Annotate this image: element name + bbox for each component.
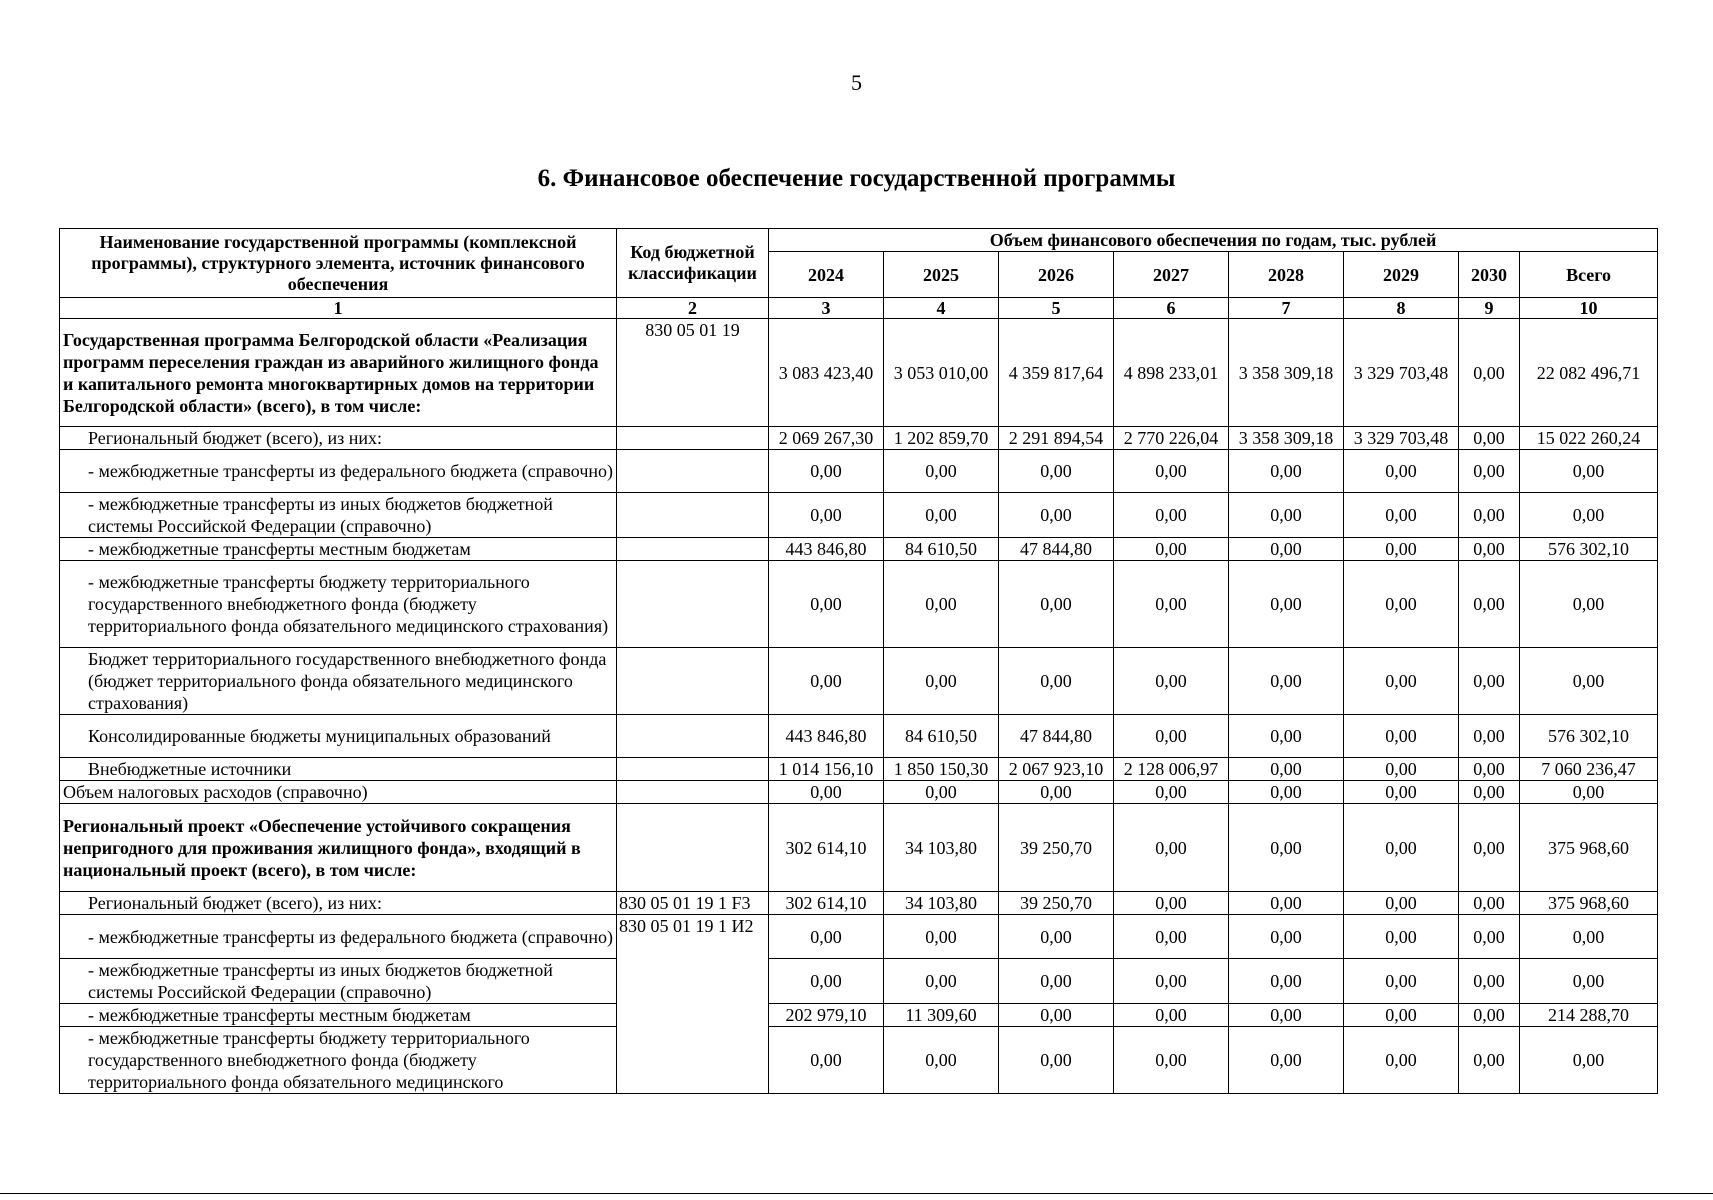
table-row <box>60 715 1658 758</box>
row-value-2024: 0,00 <box>769 959 884 1004</box>
row-value-total: 0,00 <box>1520 493 1658 538</box>
row-value-2024: 202 979,10 <box>769 1004 884 1027</box>
row-value-2026: 2 067 923,10 <box>999 758 1114 781</box>
row-value-2029: 0,00 <box>1344 804 1459 892</box>
row-value-2029: 0,00 <box>1344 715 1459 758</box>
row-value-2028: 0,00 <box>1229 493 1344 538</box>
row-value-2027: 4 898 233,01 <box>1114 319 1229 427</box>
row-value-2030: 0,00 <box>1459 427 1520 450</box>
table-row <box>60 758 1658 781</box>
row-value-2028: 0,00 <box>1229 758 1344 781</box>
row-value-2027: 0,00 <box>1114 892 1229 915</box>
row-value-2029: 0,00 <box>1344 561 1459 648</box>
row-value-2024: 0,00 <box>769 493 884 538</box>
row-value-2027: 0,00 <box>1114 715 1229 758</box>
row-value-2026: 47 844,80 <box>999 538 1114 561</box>
row-name: - межбюджетные трансферты из иных бюджетов бюджетной системы Российской Федерации (справочно) <box>60 493 617 538</box>
row-value-2028: 0,00 <box>1229 892 1344 915</box>
row-budget-code: 830 05 01 19 1 И2 <box>617 915 769 1094</box>
row-value-2026: 0,00 <box>999 648 1114 715</box>
row-value-2030: 0,00 <box>1459 758 1520 781</box>
row-value-2026: 0,00 <box>999 781 1114 804</box>
row-value-2025: 0,00 <box>884 493 999 538</box>
document-title: 6. Финансовое обеспечение государственной программы <box>537 165 1176 192</box>
row-value-2029: 3 329 703,48 <box>1344 427 1459 450</box>
row-value-2029: 0,00 <box>1344 1027 1459 1094</box>
row-value-2024: 302 614,10 <box>769 892 884 915</box>
row-value-total: 576 302,10 <box>1520 538 1658 561</box>
row-value-2030: 0,00 <box>1459 781 1520 804</box>
table-row <box>60 648 1658 715</box>
row-value-2025: 0,00 <box>884 781 999 804</box>
header-year-2029: 2029 <box>1344 252 1459 298</box>
row-value-2028: 3 358 309,18 <box>1229 427 1344 450</box>
row-budget-code <box>617 561 769 648</box>
row-value-2029: 0,00 <box>1344 758 1459 781</box>
row-name: Объем налоговых расходов (справочно) <box>60 781 617 804</box>
row-value-2024: 443 846,80 <box>769 538 884 561</box>
row-budget-code: 830 05 01 19 1 F3 <box>617 892 769 915</box>
row-value-2029: 0,00 <box>1344 892 1459 915</box>
row-value-2025: 0,00 <box>884 915 999 959</box>
row-name: - межбюджетные трансферты местным бюджетам <box>60 538 617 561</box>
row-value-2029: 0,00 <box>1344 1004 1459 1027</box>
row-value-2028: 0,00 <box>1229 538 1344 561</box>
row-value-2026: 0,00 <box>999 561 1114 648</box>
row-value-total: 22 082 496,71 <box>1520 319 1658 427</box>
header-year-2027: 2027 <box>1114 252 1229 298</box>
column-number: 5 <box>999 298 1114 319</box>
row-value-total: 0,00 <box>1520 781 1658 804</box>
table-row <box>60 892 1658 915</box>
table-row <box>60 493 1658 538</box>
row-name: Региональный проект «Обеспечение устойчивого сокращения непригодного для проживания жилищного фонда», входящий в национальный проект (всего), в том числе: <box>60 804 617 892</box>
table-row <box>60 959 1658 1004</box>
row-budget-code <box>617 648 769 715</box>
row-value-2025: 0,00 <box>884 1027 999 1094</box>
row-value-2025: 1 850 150,30 <box>884 758 999 781</box>
row-budget-code: 830 05 01 19 <box>617 319 769 427</box>
row-value-2028: 0,00 <box>1229 804 1344 892</box>
column-number: 3 <box>769 298 884 319</box>
header-name-column: Наименование государственной программы (комплексной программы), структурного элемента, источник финансового обеспечения <box>60 229 617 298</box>
row-value-2027: 2 770 226,04 <box>1114 427 1229 450</box>
row-value-2027: 2 128 006,97 <box>1114 758 1229 781</box>
row-value-2024: 0,00 <box>769 781 884 804</box>
row-value-2029: 0,00 <box>1344 450 1459 493</box>
row-value-2030: 0,00 <box>1459 561 1520 648</box>
row-value-2025: 34 103,80 <box>884 892 999 915</box>
column-number: 10 <box>1520 298 1658 319</box>
column-number: 9 <box>1459 298 1520 319</box>
row-value-2024: 0,00 <box>769 450 884 493</box>
row-value-2026: 0,00 <box>999 493 1114 538</box>
row-value-2030: 0,00 <box>1459 450 1520 493</box>
table-row <box>60 561 1658 648</box>
header-year-2030: 2030 <box>1459 252 1520 298</box>
row-value-2029: 0,00 <box>1344 959 1459 1004</box>
row-value-2025: 0,00 <box>884 561 999 648</box>
table-row <box>60 1004 1658 1027</box>
row-value-2024: 2 069 267,30 <box>769 427 884 450</box>
column-number: 8 <box>1344 298 1459 319</box>
row-value-2028: 0,00 <box>1229 781 1344 804</box>
row-value-2029: 0,00 <box>1344 538 1459 561</box>
row-value-2030: 0,00 <box>1459 1027 1520 1094</box>
row-value-2030: 0,00 <box>1459 715 1520 758</box>
table-row <box>60 915 1658 959</box>
row-value-2025: 11 309,60 <box>884 1004 999 1027</box>
row-value-2027: 0,00 <box>1114 493 1229 538</box>
row-value-2029: 0,00 <box>1344 781 1459 804</box>
row-value-total: 7 060 236,47 <box>1520 758 1658 781</box>
table-row <box>60 781 1658 804</box>
row-value-total: 576 302,10 <box>1520 715 1658 758</box>
row-value-2027: 0,00 <box>1114 915 1229 959</box>
row-value-2024: 0,00 <box>769 561 884 648</box>
row-value-2028: 0,00 <box>1229 450 1344 493</box>
row-value-2025: 3 053 010,00 <box>884 319 999 427</box>
row-value-2030: 0,00 <box>1459 804 1520 892</box>
row-value-2027: 0,00 <box>1114 804 1229 892</box>
row-value-2028: 0,00 <box>1229 648 1344 715</box>
row-budget-code <box>617 715 769 758</box>
row-name: - межбюджетные трансферты местным бюджетам <box>60 1004 617 1027</box>
row-value-2029: 3 329 703,48 <box>1344 319 1459 427</box>
row-name: - межбюджетные трансферты бюджету территориального государственного внебюджетного фонда (бюджету территориального фонда обязательного медицинского <box>60 1027 617 1094</box>
row-name: Внебюджетные источники <box>60 758 617 781</box>
row-value-2025: 34 103,80 <box>884 804 999 892</box>
row-value-2027: 0,00 <box>1114 648 1229 715</box>
row-value-2024: 0,00 <box>769 1027 884 1094</box>
row-value-total: 0,00 <box>1520 561 1658 648</box>
row-value-2030: 0,00 <box>1459 538 1520 561</box>
row-value-2027: 0,00 <box>1114 781 1229 804</box>
table-row <box>60 538 1658 561</box>
row-value-2030: 0,00 <box>1459 959 1520 1004</box>
financing-table <box>59 228 1658 1094</box>
row-budget-code <box>617 538 769 561</box>
row-value-2025: 0,00 <box>884 648 999 715</box>
row-name: - межбюджетные трансферты из федерального бюджета (справочно) <box>60 915 617 959</box>
row-name: Региональный бюджет (всего), из них: <box>60 892 617 915</box>
table-row <box>60 319 1658 427</box>
row-value-total: 0,00 <box>1520 648 1658 715</box>
row-name: Государственная программа Белгородской области «Реализация программ переселения граждан из аварийного жилищного фонда и капитального ремонта многоквартирных домов на территории Белгородской области» (всего), в том числе: <box>60 319 617 427</box>
row-value-2030: 0,00 <box>1459 915 1520 959</box>
row-value-2024: 1 014 156,10 <box>769 758 884 781</box>
row-value-2028: 3 358 309,18 <box>1229 319 1344 427</box>
row-value-2024: 443 846,80 <box>769 715 884 758</box>
row-value-2024: 302 614,10 <box>769 804 884 892</box>
row-value-2026: 0,00 <box>999 1027 1114 1094</box>
row-value-2030: 0,00 <box>1459 892 1520 915</box>
row-value-2028: 0,00 <box>1229 959 1344 1004</box>
column-number: 7 <box>1229 298 1344 319</box>
table-row <box>60 450 1658 493</box>
row-value-total: 0,00 <box>1520 959 1658 1004</box>
row-value-total: 15 022 260,24 <box>1520 427 1658 450</box>
row-value-2027: 0,00 <box>1114 450 1229 493</box>
row-value-2026: 0,00 <box>999 1004 1114 1027</box>
header-volume-group: Объем финансового обеспечения по годам, тыс. рублей <box>769 229 1658 252</box>
row-value-2024: 0,00 <box>769 648 884 715</box>
row-value-2028: 0,00 <box>1229 561 1344 648</box>
row-name: Региональный бюджет (всего), из них: <box>60 427 617 450</box>
header-year-2026: 2026 <box>999 252 1114 298</box>
column-number: 2 <box>617 298 769 319</box>
row-value-total: 214 288,70 <box>1520 1004 1658 1027</box>
row-budget-code <box>617 450 769 493</box>
row-name: Бюджет территориального государственного внебюджетного фонда (бюджет территориального фонда обязательного медицинского страхования) <box>60 648 617 715</box>
row-value-2027: 0,00 <box>1114 1027 1229 1094</box>
row-value-2030: 0,00 <box>1459 319 1520 427</box>
row-name: - межбюджетные трансферты бюджету территориального государственного внебюджетного фонда (бюджету территориального фонда обязательного медицинского страхования) <box>60 561 617 648</box>
row-name: Консолидированные бюджеты муниципальных образований <box>60 715 617 758</box>
row-value-2028: 0,00 <box>1229 1004 1344 1027</box>
row-value-2026: 0,00 <box>999 450 1114 493</box>
row-name: - межбюджетные трансферты из иных бюджетов бюджетной системы Российской Федерации (справочно) <box>60 959 617 1004</box>
row-value-2024: 0,00 <box>769 915 884 959</box>
row-budget-code <box>617 804 769 892</box>
row-budget-code <box>617 781 769 804</box>
row-value-2026: 2 291 894,54 <box>999 427 1114 450</box>
row-value-total: 375 968,60 <box>1520 804 1658 892</box>
column-number: 4 <box>884 298 999 319</box>
page-number: 5 <box>851 70 862 95</box>
column-number: 6 <box>1114 298 1229 319</box>
row-value-2029: 0,00 <box>1344 648 1459 715</box>
row-name: - межбюджетные трансферты из федерального бюджета (справочно) <box>60 450 617 493</box>
row-value-2030: 0,00 <box>1459 648 1520 715</box>
row-value-2026: 0,00 <box>999 915 1114 959</box>
row-value-2025: 0,00 <box>884 450 999 493</box>
row-value-2028: 0,00 <box>1229 1027 1344 1094</box>
row-value-2030: 0,00 <box>1459 1004 1520 1027</box>
row-value-2025: 84 610,50 <box>884 715 999 758</box>
row-value-2028: 0,00 <box>1229 715 1344 758</box>
row-budget-code <box>617 758 769 781</box>
row-value-total: 0,00 <box>1520 915 1658 959</box>
row-value-2027: 0,00 <box>1114 561 1229 648</box>
row-value-2026: 39 250,70 <box>999 892 1114 915</box>
header-code-column: Код бюджетной классификации <box>617 229 769 298</box>
row-value-2030: 0,00 <box>1459 493 1520 538</box>
row-value-2026: 0,00 <box>999 959 1114 1004</box>
table-row <box>60 804 1658 892</box>
row-value-2026: 47 844,80 <box>999 715 1114 758</box>
column-number: 1 <box>60 298 617 319</box>
row-value-2025: 1 202 859,70 <box>884 427 999 450</box>
row-value-total: 0,00 <box>1520 1027 1658 1094</box>
row-value-2029: 0,00 <box>1344 915 1459 959</box>
header-total: Всего <box>1520 252 1658 298</box>
row-value-2029: 0,00 <box>1344 493 1459 538</box>
header-year-2024: 2024 <box>769 252 884 298</box>
page-bottom-border <box>0 1193 1713 1194</box>
row-value-2025: 84 610,50 <box>884 538 999 561</box>
header-year-2025: 2025 <box>884 252 999 298</box>
row-budget-code <box>617 427 769 450</box>
row-value-2025: 0,00 <box>884 959 999 1004</box>
table-row <box>60 427 1658 450</box>
row-value-total: 375 968,60 <box>1520 892 1658 915</box>
row-value-total: 0,00 <box>1520 450 1658 493</box>
row-value-2027: 0,00 <box>1114 959 1229 1004</box>
row-value-2027: 0,00 <box>1114 1004 1229 1027</box>
row-value-2024: 3 083 423,40 <box>769 319 884 427</box>
row-value-2028: 0,00 <box>1229 915 1344 959</box>
table-row <box>60 1027 1658 1094</box>
row-value-2026: 4 359 817,64 <box>999 319 1114 427</box>
header-year-2028: 2028 <box>1229 252 1344 298</box>
row-budget-code <box>617 493 769 538</box>
row-value-2027: 0,00 <box>1114 538 1229 561</box>
row-value-2026: 39 250,70 <box>999 804 1114 892</box>
